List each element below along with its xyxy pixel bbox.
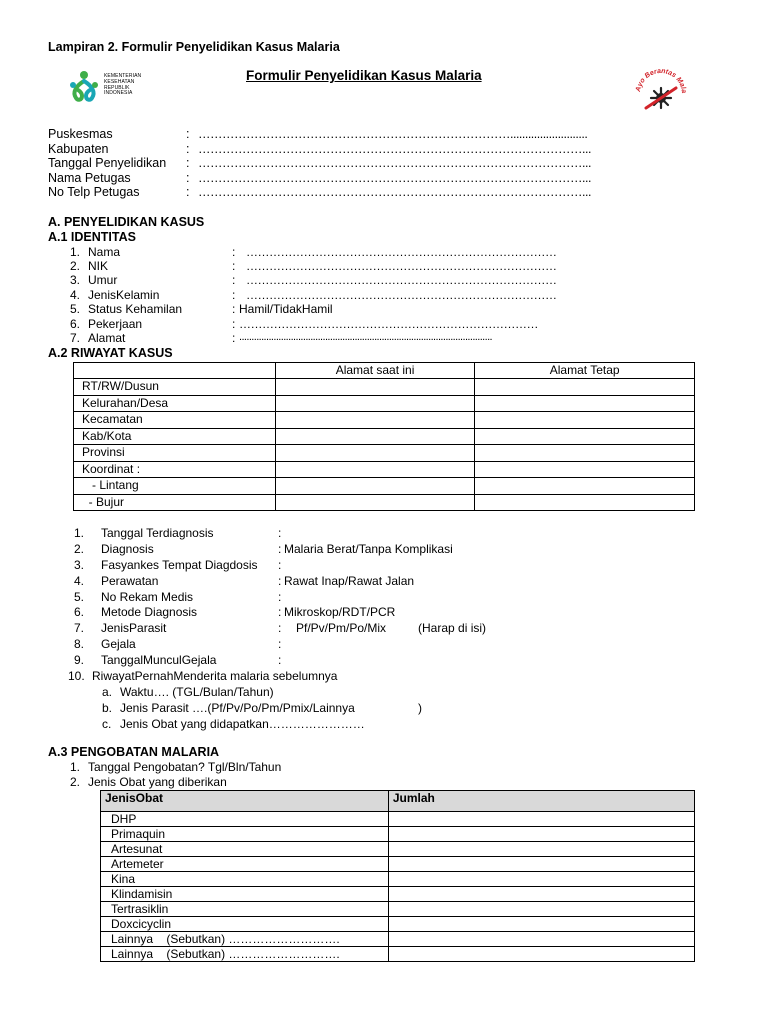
jumlah-cell[interactable] [388,857,694,872]
jumlah-cell[interactable] [388,917,694,932]
info-colon: : [186,127,190,141]
logo-arc-text: Ayo Berantas Mala [635,67,688,94]
section-a1-title: A.1 IDENTITAS [48,230,136,244]
alamat-tetap-cell[interactable] [475,395,695,412]
alamat-tetap-cell[interactable] [475,478,695,495]
table-row [74,379,695,396]
jumlah-cell[interactable] [388,842,694,857]
row-label: - Lintang [74,478,276,495]
item-note: (Harap di isi) [418,621,487,635]
item-colon: : [232,245,236,259]
jumlah-cell[interactable] [388,947,694,962]
table-row [101,887,695,902]
org-line: KEMENTERIAN [104,73,142,79]
item-colon: : [232,331,236,345]
item-label: Status Kehamilan [88,302,183,316]
info-label: No Telp Petugas [48,185,140,199]
item-label: NIK [88,259,109,273]
item-number: 7. [73,621,84,635]
table-row [74,395,695,412]
row-label: Kab/Kota [74,428,276,445]
item-label: Fasyankes Tempat Diagdosis [101,558,258,572]
info-fill-line[interactable]: …………………………………………………………………….......................... [198,127,588,141]
item-number: 2. [69,775,80,789]
info-colon: : [186,156,190,170]
sub-item-text[interactable]: Jenis Parasit ….(Pf/Pv/Po/Pm/Pmix/Lainnya [120,701,355,715]
item-colon: : [278,590,282,604]
item-fill-line[interactable]: ……………………………………………………………………… [246,288,557,302]
jumlah-cell[interactable] [388,872,694,887]
alamat-tetap-cell[interactable] [475,379,695,396]
item-number: 3. [69,273,80,287]
item-label: Pekerjaan [88,317,143,331]
item-number: 8. [73,637,84,651]
item-fill-line[interactable]: ……………………………………………………………………… [246,259,557,273]
table-header-cell [74,363,276,379]
lampiran-label: Lampiran 2. Formulir Penyelidikan Kasus Malaria [48,40,340,54]
item-colon: : [232,273,236,287]
table-row [101,902,695,917]
obat-name-cell: Kina [101,872,389,887]
riwayat-kasus-table [73,362,695,511]
ayo-berantas-malaria-logo-icon [632,64,690,114]
row-label: Kelurahan/Desa [74,395,276,412]
item-fill-line[interactable]: ....................................................................................................... [239,331,492,343]
table-row [101,812,695,827]
item-fill-line[interactable]: …………………………………………………………………… [239,317,538,331]
info-fill-line[interactable]: ……………………………………………………………………………………... [198,142,591,156]
info-fill-line[interactable]: ……………………………………………………………………………………... [198,185,591,199]
alamat-saat-ini-cell[interactable] [275,494,475,511]
item-number: 4. [69,288,80,302]
item-label: Perawatan [101,574,159,588]
table-header-row [101,791,695,812]
alamat-saat-ini-cell[interactable] [275,412,475,429]
row-label: RT/RW/Dusun [74,379,276,396]
item-number: 1. [69,760,80,774]
item-label: No Rekam Medis [101,590,194,604]
item-label: JenisKelamin [88,288,160,302]
item-colon: : [232,259,236,273]
table-row [101,932,695,947]
table-header-cell: Alamat Tetap [475,363,695,379]
info-label: Tanggal Penyelidikan [48,156,167,170]
item-number: 1. [73,526,84,540]
item-label: TanggalMunculGejala [101,653,217,667]
item-colon: : [232,317,236,331]
form-title: Formulir Penyelidikan Kasus Malaria [246,68,482,83]
table-row [101,917,695,932]
item-number: 6. [69,317,80,331]
table-row [74,428,695,445]
alamat-saat-ini-cell[interactable] [275,428,475,445]
item-colon: : [278,526,282,540]
obat-name-cell[interactable]: Lainnya (Sebutkan) ………………………. [101,947,389,962]
obat-name-cell: Primaquin [101,827,389,842]
svg-text:Ayo Berantas Malaria [632,64,687,94]
section-a-title: A. PENYELIDIKAN KASUS [48,215,205,229]
item-label[interactable]: Tanggal Pengobatan? Tgl/Bln/Tahun [88,760,282,774]
alamat-tetap-cell[interactable] [475,445,695,462]
table-row [101,947,695,962]
table-header-cell: Alamat saat ini [275,363,475,379]
info-label: Puskesmas [48,127,113,141]
item-label: Jenis Obat yang diberikan [88,775,227,789]
item-colon: : [232,288,236,302]
alamat-tetap-cell[interactable] [475,461,695,478]
item-number: 2. [69,259,80,273]
obat-name-cell: DHP [101,812,389,827]
alamat-saat-ini-cell[interactable] [275,478,475,495]
alamat-tetap-cell[interactable] [475,412,695,429]
jumlah-cell[interactable] [388,902,694,917]
jumlah-cell[interactable] [388,887,694,902]
item-label: Nama [88,245,121,259]
table-header-cell: Jumlah [388,791,694,812]
table-row [101,857,695,872]
item-colon: : [278,621,282,635]
table-row [74,494,695,511]
item-label: Alamat [88,331,126,345]
item-colon: : [278,653,282,667]
item-label: Metode Diagnosis [101,605,198,619]
table-header-row [74,363,695,379]
sub-item-text[interactable]: Waktu…. (TGL/Bulan/Tahun) [120,685,274,699]
section-a3-title: A.3 PENGOBATAN MALARIA [48,745,220,759]
jumlah-cell[interactable] [388,932,694,947]
obat-name-cell: Artemeter [101,857,389,872]
item-colon: : [278,558,282,572]
table-header-cell: JenisObat [101,791,389,812]
table-row [101,872,695,887]
kemenkes-logo [66,68,176,110]
table-row [74,412,695,429]
item-number: 2. [73,542,84,556]
obat-name-cell: Doxcicyclin [101,917,389,932]
item-fill-line[interactable]: ……………………………………………………………………… [246,245,557,259]
sub-item-text[interactable]: Jenis Obat yang didapatkan…………………… [120,717,365,731]
sub-item-letter: a. [102,685,113,699]
alamat-saat-ini-cell[interactable] [275,445,475,462]
obat-name-cell[interactable]: Lainnya (Sebutkan) ………………………. [101,932,389,947]
info-fill-line[interactable]: ……………………………………………………………………………………... [198,156,591,170]
item-number: 9. [73,653,84,667]
item-number: 7. [69,331,80,345]
item-label: RiwayatPernahMenderita malaria sebelumnya [92,669,338,683]
sub-item-letter: c. [102,717,112,731]
item-value[interactable]: Mikroskop/RDT/PCR [284,605,396,619]
item-number: 10. [68,669,85,683]
alamat-tetap-cell[interactable] [475,494,695,511]
item-colon: : [278,542,282,556]
item-number: 5. [73,590,84,604]
item-number: 3. [73,558,84,572]
alamat-saat-ini-cell[interactable] [275,395,475,412]
kemenkes-emblem-icon [66,68,102,108]
alamat-tetap-cell[interactable] [475,428,695,445]
obat-name-cell: Tertrasiklin [101,902,389,917]
info-fill-line[interactable]: ……………………………………………………………………………………... [198,171,591,185]
item-value[interactable]: Hamil/TidakHamil [239,302,333,316]
item-value[interactable]: Rawat Inap/Rawat Jalan [284,574,415,588]
row-label: Kecamatan [74,412,276,429]
item-label: Tanggal Terdiagnosis [101,526,214,540]
org-line: KESEHATAN [104,78,135,85]
table-row [101,827,695,842]
table-row [74,478,695,495]
row-label: - Bujur [74,494,276,511]
info-label: Kabupaten [48,142,109,156]
sub-item-letter: b. [102,701,113,715]
info-label: Nama Petugas [48,171,131,185]
kemenkes-org-name [104,74,141,97]
info-colon: : [186,142,190,156]
table-row [74,445,695,462]
org-line: REPUBLIK [104,84,130,91]
jumlah-cell[interactable] [388,812,694,827]
item-colon: : [278,605,282,619]
item-number: 4. [73,574,84,588]
item-number: 6. [73,605,84,619]
item-number: 1. [69,245,80,259]
org-line: INDONESIA [104,90,133,97]
item-label: Gejala [101,637,136,651]
section-a2-title: A.2 RIWAYAT KASUS [48,346,173,360]
item-colon: : [278,574,282,588]
item-number: 5. [69,302,80,316]
table-row [74,461,695,478]
item-colon: : [232,302,236,316]
alamat-saat-ini-cell[interactable] [275,379,475,396]
row-label: Provinsi [74,445,276,462]
jenis-obat-table [100,790,695,962]
alamat-saat-ini-cell[interactable] [275,461,475,478]
row-label: Koordinat : [74,461,276,478]
obat-name-cell: Klindamisin [101,887,389,902]
table-row [101,842,695,857]
item-colon: : [278,637,282,651]
item-fill-line[interactable]: ……………………………………………………………………… [246,273,557,287]
item-value[interactable]: Pf/Pv/Pm/Po/Mix [296,621,387,635]
jumlah-cell[interactable] [388,827,694,842]
item-value[interactable]: Malaria Berat/Tanpa Komplikasi [284,542,453,556]
item-label: Umur [88,273,118,287]
info-colon: : [186,185,190,199]
obat-name-cell: Artesunat [101,842,389,857]
item-label: Diagnosis [101,542,154,556]
info-colon: : [186,171,190,185]
sub-item-closing: ) [418,701,422,715]
item-label: JenisParasit [101,621,167,635]
